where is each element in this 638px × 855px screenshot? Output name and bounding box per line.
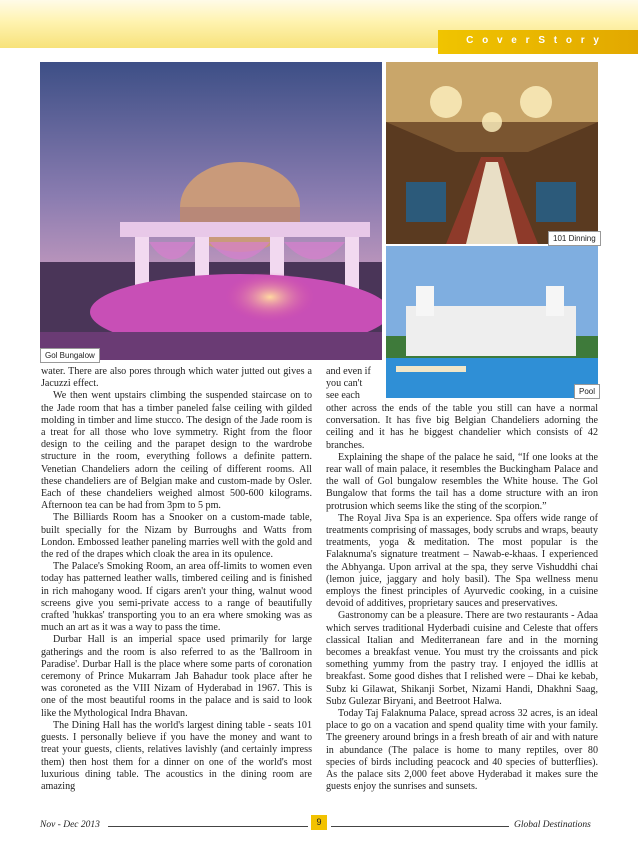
paragraph: The Royal Jiva Spa is an experience. Spa offers wide range of treatments comprising of massages, body scrubs and wraps, beauty treatments, yoga & meditation. The most popular is the Falaknuma's signature treatment – Nawab-e-khaas. I experienced the Abhyanga. Upon arrival at the spa, they serve Vishuddhi chai (lemon juice, jaggary and holy basil). The Spa wellness menu employs the finest principles of Ayurvedic cooking, in a cuisine devoid of additives, proprietary sauces and preservatives. [326, 512, 598, 610]
text-line: you can't [326, 378, 363, 390]
section-tab [438, 30, 638, 54]
dining-caption: 101 Dinning [548, 231, 601, 246]
text-line: and even if [326, 366, 371, 377]
paragraph: Today Taj Falaknuma Palace, spread across 32 acres, is an ideal place to go on a vacation and spend quality time with your family. The greenery around brings in a fresh breath of air and with nature in abundance (The palace is home to many reptiles, over 80 species of birds including peacock and 40 species of butterflies). As the palace sits 2,000 feet above Hyderabad it makes sure the guests enjoy the sunrises and sunsets. [326, 708, 598, 793]
pool-caption: Pool [574, 384, 600, 399]
right-column-top [326, 366, 384, 403]
page-number: 9 [311, 815, 327, 830]
paragraph: Explaining the shape of the palace he said, “If one looks at the rear wall of main palace, it resembles the Buckingham Palace and the wall of Gol bungalow resembles the White house. The Gol Bungalow that forms the tail has a dome structure with an iron protrusion which seems like the sting of the scorpion.” [326, 451, 598, 512]
paragraph: The Dining Hall has the world's largest dining table - seats 101 guests. I personally believe if you have the money and want to treat your guests, clients, relatives lavishly (and certainly impress them) then host them for a dinner on one of the world's most luxurious dining table. The acoustics in the dining room are amazing [41, 719, 312, 792]
paragraph: other across the ends of the table you still can have a normal conversation. It has five big Belgian Chandeliers adorning the ceiling and it has he biggest chandelier which consists of 42 branches. [326, 403, 598, 451]
dining-hall-image [386, 62, 598, 244]
gol-bungalow-photo [40, 62, 382, 360]
paragraph: Gastronomy can be a pleasure. There are two restaurants - Adaa which serves traditional Hyderbadi cuisine and Celeste that offers classical Italian and Mediterranean fare and in the morning becomes a breakfast venue. You must try the croissants and pick something yummy from the pastry tray. I enjoyed the idllis at breakfast. Some good dishes that I relished were – Dhai ke kebab, Subz ki Gilawat, Shikanji Sorbet, Nizami Handi, Dhakhni Saag, Subz Gulezar Biryani, and Beetroot Halwa. [326, 610, 598, 707]
section-label: C o v e r S t o r y [466, 35, 602, 46]
paragraph: Durbar Hall is an imperial space used primarily for large gatherings and the room is also referred to as the 'Ballroom in Paradise'. Durbar Hall is the place where some parts of coronation ceremony of Prince Mukarram Jah Bahadur took place after he was coroneted as the VIII Nizam of Hyderabad in 1967. This is one of the most beautiful rooms in the palace and is said to look like the Mythological Indra Bhavan. [41, 634, 312, 719]
dining-hall-photo [386, 62, 598, 244]
paragraph: The Palace's Smoking Room, an area off-limits to women even today has patterned leather walls, timbered ceiling and is finished in rich mahogany wood. If cigars aren't your thing, walnut wood screens give you semi-private access to a range of beautifully crafted 'hukkas' transporting you to an era where smoking was as much an art as it was a way to pass the time. [41, 561, 312, 634]
footer-rule-right [331, 826, 509, 827]
footer-magazine: Global Destinations [514, 820, 591, 830]
footer-date: Nov - Dec 2013 [40, 820, 100, 830]
pool-image [386, 246, 598, 398]
gol-bungalow-image [40, 62, 382, 360]
left-column [41, 366, 312, 793]
right-column [326, 403, 598, 794]
pool-photo [386, 246, 598, 398]
paragraph: water. There are also pores through which water jutted out gives a Jacuzzi effect. [41, 366, 312, 390]
footer-rule-left [108, 826, 308, 827]
paragraph: The Billiards Room has a Snooker on a custom-made table, built specially for the Nizam by Burroughs and Watts from London. Embossed leather paneling marries well with the gold and the red of the drapes which cloak the area in its opulence. [41, 512, 312, 561]
text-line: see each [326, 390, 360, 402]
gol-bungalow-caption: Gol Bungalow [40, 348, 100, 363]
paragraph: We then went upstairs climbing the suspended staircase on to the Jade room that has a timber paneled false ceiling with gilded molding in timber and lime stucco. The design of the Jade room is a treat for all those who love symmetry. Right from the floor design to the ceiling and the parapet design to the wardrobe structure in the room, everything follows a definite pattern. Venetian Chandeliers adorn the ceiling of different rooms. All these chandeliers are of Belgian make and custom-made by Osler. Each of these chandeliers weighed almost 500-600 kilograms. Afternoon tea can be had from 3pm to 5 pm. [41, 390, 312, 512]
